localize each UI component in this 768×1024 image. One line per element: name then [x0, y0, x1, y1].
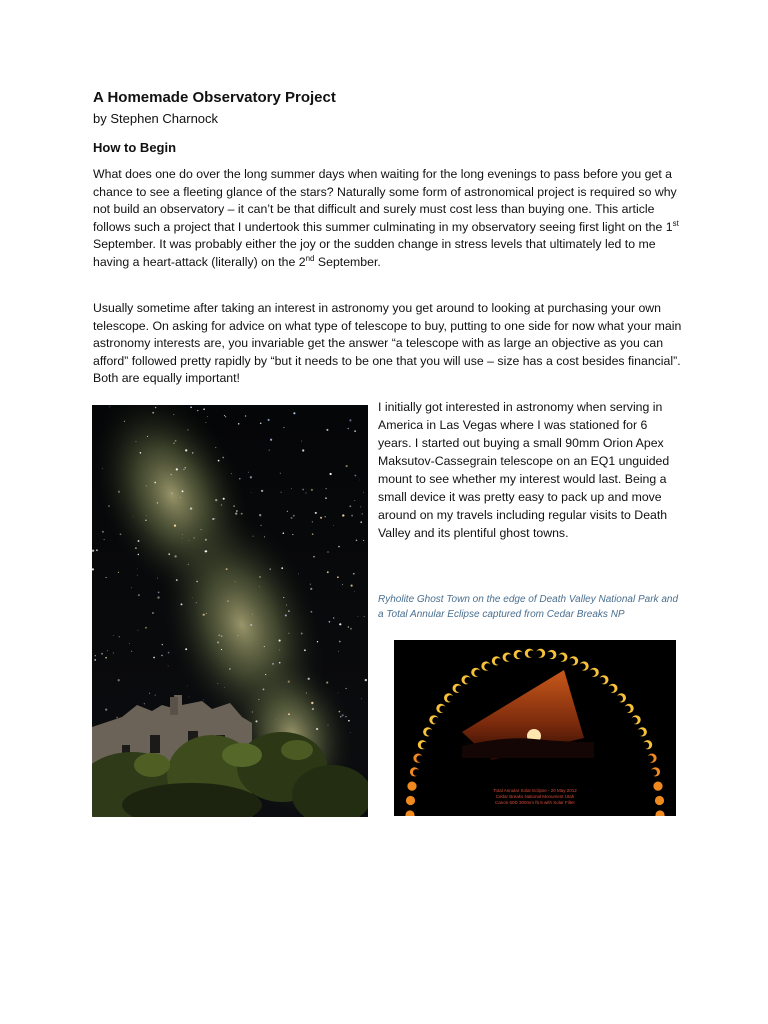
star	[301, 632, 303, 634]
star	[279, 662, 281, 664]
star	[251, 492, 252, 493]
star	[293, 412, 295, 414]
star	[161, 655, 162, 656]
moon-disc	[637, 729, 644, 736]
eclipse-sun-disc	[655, 796, 664, 805]
star	[312, 708, 314, 710]
star	[327, 571, 329, 573]
star	[354, 500, 355, 501]
star	[279, 650, 280, 651]
star	[252, 614, 253, 615]
moon-disc	[608, 686, 615, 693]
star	[146, 485, 147, 486]
star	[92, 550, 94, 552]
star	[291, 517, 293, 519]
star	[238, 635, 239, 636]
star	[281, 567, 283, 569]
star	[219, 635, 220, 636]
star	[183, 469, 184, 470]
star	[268, 419, 270, 421]
star	[192, 597, 193, 598]
star	[131, 587, 132, 588]
star	[218, 460, 220, 462]
star	[227, 600, 228, 601]
star	[197, 410, 198, 411]
star	[157, 578, 158, 579]
star	[224, 415, 225, 416]
star	[203, 700, 204, 701]
star	[157, 596, 159, 598]
moon-disc	[579, 663, 586, 670]
star	[325, 497, 327, 499]
star	[355, 475, 357, 477]
star	[118, 572, 119, 573]
star	[311, 489, 313, 491]
star	[226, 568, 228, 570]
star	[176, 468, 178, 470]
star	[170, 474, 171, 475]
moon-disc	[413, 769, 420, 776]
moon-disc	[426, 729, 433, 736]
star	[144, 703, 145, 704]
star	[302, 489, 304, 491]
star	[346, 465, 348, 467]
star	[174, 524, 176, 526]
star	[105, 709, 107, 711]
star	[365, 679, 367, 681]
article-byline: by Stephen Charnock	[93, 111, 219, 126]
star	[286, 605, 287, 606]
star	[180, 497, 181, 498]
moon-disc	[517, 652, 524, 659]
star	[328, 725, 329, 726]
star	[315, 512, 317, 514]
star	[205, 550, 207, 552]
star	[107, 650, 108, 651]
star	[339, 641, 341, 643]
star	[310, 588, 312, 590]
moon-disc	[474, 670, 481, 677]
star	[152, 412, 154, 414]
star	[363, 540, 364, 541]
star	[360, 506, 361, 507]
star	[176, 579, 178, 581]
star	[298, 573, 299, 574]
star	[285, 614, 287, 616]
star	[310, 584, 311, 585]
moon-disc	[421, 742, 428, 749]
star	[137, 575, 138, 576]
eclipse-caption-line-3: Canon 60D 300mm f5.6 with Solar Filter	[494, 800, 576, 805]
star	[351, 585, 353, 587]
star	[109, 406, 110, 407]
star	[326, 682, 328, 684]
star	[182, 538, 183, 539]
star	[154, 482, 156, 484]
star	[149, 693, 150, 694]
star	[146, 515, 147, 516]
moon-disc	[568, 658, 575, 665]
star	[342, 584, 343, 585]
annular-eclipse-photo	[394, 640, 676, 816]
star	[194, 537, 195, 538]
star	[96, 549, 98, 551]
star	[333, 525, 334, 526]
star	[157, 502, 158, 503]
moon-disc	[465, 677, 472, 684]
eclipse-sun-disc	[406, 796, 415, 805]
star	[250, 624, 252, 626]
star	[272, 663, 274, 665]
moon-disc	[535, 650, 542, 657]
star	[283, 597, 284, 598]
star	[190, 507, 192, 509]
star	[205, 539, 207, 541]
star	[312, 533, 314, 535]
star	[354, 591, 355, 592]
star	[171, 493, 172, 494]
star	[359, 480, 360, 481]
star	[339, 711, 341, 713]
paragraph-las-vegas: I initially got interested in astronomy when serving in America in Las Vegas where I was stationed for 6 years. I started out buying a small 90mm Orion Apex Maksutov-Cassegrain telescope on an EQ1 unguided mount to see whether my interest would last. Being a small device it was pretty easy to pack up and move around on my travels including regular visits to Death Valley and its plentiful ghost towns.	[378, 400, 670, 540]
star	[340, 716, 341, 717]
star	[265, 674, 266, 675]
star	[287, 511, 288, 512]
moon-disc	[650, 769, 657, 776]
star	[135, 441, 136, 442]
star	[342, 714, 344, 716]
star	[175, 440, 177, 442]
star	[133, 517, 134, 518]
moon-disc	[484, 663, 491, 670]
star	[119, 636, 120, 637]
star	[255, 720, 257, 722]
star	[155, 407, 156, 408]
moon-disc	[616, 695, 623, 702]
star	[168, 652, 170, 654]
star	[153, 657, 155, 659]
star	[348, 428, 349, 429]
moon-disc	[447, 695, 454, 702]
star	[218, 683, 219, 684]
star	[324, 516, 325, 517]
star	[264, 646, 265, 647]
star	[182, 490, 184, 492]
star	[138, 630, 139, 631]
star	[173, 414, 174, 415]
star	[147, 436, 148, 437]
star	[260, 525, 261, 526]
star	[345, 688, 346, 689]
star	[311, 611, 313, 613]
star	[173, 443, 174, 444]
star	[168, 553, 170, 555]
star	[292, 534, 293, 535]
star	[222, 457, 224, 459]
star	[252, 712, 253, 713]
star	[333, 617, 334, 618]
star	[196, 602, 197, 603]
star	[326, 429, 328, 431]
star	[308, 678, 310, 680]
star	[229, 668, 230, 669]
moon-disc	[647, 755, 654, 762]
eclipse-caption	[493, 788, 577, 805]
star	[158, 592, 160, 594]
star	[356, 540, 357, 541]
star	[174, 555, 176, 557]
star	[305, 492, 306, 493]
star	[212, 518, 214, 520]
star	[316, 728, 318, 730]
star	[187, 686, 188, 687]
star	[215, 447, 216, 448]
star	[259, 586, 260, 587]
moon-disc	[631, 717, 638, 724]
star	[190, 406, 192, 408]
star	[270, 439, 272, 441]
star	[124, 421, 125, 422]
paragraph-telescope-advice: Usually sometime after taking an interest in astronomy you get around to looking at purchasing your own telescope. On asking for advice on what type of telescope to buy, putting to one side for now what your main astronomy interests are, you invariable get the answer “a telescope with as large an objective as you can afford” followed pretty rapidly by “but it needs to be one that you will use – size has a cost besides financial”. Both are equally important!	[93, 301, 682, 386]
moon-disc	[599, 677, 606, 684]
star	[288, 680, 290, 682]
star	[138, 540, 140, 542]
star	[283, 532, 285, 534]
star	[168, 666, 169, 667]
star	[358, 616, 359, 617]
star	[205, 422, 206, 423]
star	[250, 476, 252, 478]
star	[361, 699, 362, 700]
star	[253, 536, 254, 537]
star	[238, 423, 240, 425]
star	[152, 612, 154, 614]
star	[138, 594, 140, 596]
star	[203, 614, 205, 616]
star	[345, 716, 346, 717]
star	[338, 546, 340, 548]
star	[264, 536, 265, 537]
star	[145, 627, 147, 629]
star	[221, 635, 223, 637]
star	[187, 429, 188, 430]
star	[281, 492, 282, 493]
star	[137, 569, 138, 570]
star	[131, 651, 132, 652]
star	[245, 415, 246, 416]
star	[283, 427, 284, 428]
star	[185, 449, 187, 451]
star	[269, 450, 270, 451]
star	[350, 732, 351, 733]
eclipse-sun-disc	[653, 782, 662, 791]
moon-disc	[558, 654, 565, 661]
star	[329, 473, 331, 475]
star	[348, 720, 350, 722]
star	[338, 651, 339, 652]
star	[217, 641, 219, 643]
moon-disc	[439, 706, 446, 713]
star	[188, 564, 189, 565]
star	[225, 416, 226, 417]
star	[353, 573, 355, 575]
star	[348, 626, 349, 627]
star	[215, 499, 217, 501]
star	[320, 517, 322, 519]
moon-disc	[624, 706, 631, 713]
star	[233, 505, 235, 507]
star	[223, 498, 225, 500]
eclipse-caption-line-2: Cedar Breaks National Monument Utah	[495, 794, 575, 799]
star	[108, 505, 109, 506]
moon-disc	[642, 742, 649, 749]
star	[201, 529, 202, 530]
star	[248, 472, 249, 473]
milky-way-ghost-town-photo	[92, 405, 368, 817]
star	[362, 513, 363, 514]
star	[329, 621, 331, 623]
star	[181, 603, 183, 605]
star	[304, 649, 306, 651]
star	[203, 408, 205, 410]
star	[184, 467, 186, 469]
star	[280, 473, 281, 474]
star	[189, 540, 190, 541]
star	[291, 488, 292, 489]
star	[337, 576, 339, 578]
star	[135, 547, 137, 549]
star	[313, 556, 315, 558]
star	[113, 652, 114, 653]
star	[293, 515, 295, 517]
star	[118, 679, 120, 681]
star	[312, 521, 313, 522]
star	[120, 533, 122, 535]
moon-disc	[547, 652, 554, 659]
star	[106, 577, 107, 578]
star	[102, 531, 104, 533]
star	[116, 717, 118, 719]
star	[102, 468, 103, 469]
star	[138, 554, 139, 555]
star	[351, 515, 353, 517]
star	[263, 689, 265, 691]
star	[350, 628, 352, 630]
star	[270, 568, 271, 569]
star	[214, 518, 215, 519]
star	[235, 513, 237, 515]
star	[326, 488, 327, 489]
star	[259, 514, 261, 516]
star	[317, 641, 318, 642]
star	[363, 492, 364, 493]
star	[207, 416, 208, 417]
star	[349, 419, 351, 421]
star	[354, 430, 356, 432]
star	[288, 713, 290, 715]
star	[301, 441, 302, 442]
moon-disc	[416, 755, 423, 762]
star	[349, 505, 351, 507]
star	[192, 452, 194, 454]
star	[104, 539, 105, 540]
moon-disc	[432, 717, 439, 724]
moon-disc	[506, 654, 513, 661]
star	[140, 452, 142, 454]
star	[338, 692, 339, 693]
star	[306, 693, 307, 694]
moon-disc	[495, 658, 502, 665]
star	[105, 657, 107, 659]
star	[288, 633, 289, 634]
star	[339, 623, 341, 625]
star	[260, 422, 262, 424]
star	[221, 504, 222, 505]
star	[288, 610, 290, 612]
star	[185, 648, 187, 650]
star	[241, 513, 243, 515]
star	[261, 490, 263, 492]
article-title: A Homemade Observatory Project	[93, 89, 336, 106]
moon-disc	[589, 670, 596, 677]
star	[239, 478, 240, 479]
star	[279, 640, 281, 642]
star	[221, 649, 222, 650]
star	[162, 644, 163, 645]
section-heading: How to Begin	[93, 140, 177, 155]
star	[182, 534, 183, 535]
star	[231, 473, 232, 474]
star	[196, 581, 197, 582]
star	[118, 491, 120, 493]
star	[236, 510, 238, 512]
star	[258, 699, 259, 700]
star	[360, 521, 362, 523]
eclipse-caption-line-1: Total Annular Solar Eclipse - 20 May 2012	[493, 788, 577, 793]
star	[206, 613, 207, 614]
eclipse-sun-disc	[407, 782, 416, 791]
star	[364, 616, 365, 617]
star	[311, 702, 313, 704]
star	[155, 695, 156, 696]
moon-disc	[528, 650, 535, 657]
star	[113, 635, 114, 636]
star	[259, 576, 261, 578]
star	[101, 653, 103, 655]
star	[129, 643, 130, 644]
moon-disc	[456, 686, 463, 693]
star	[189, 697, 190, 698]
star	[342, 514, 344, 516]
photo-caption: Ryholite Ghost Town on the edge of Death Valley National Park and a Total Annular Eclipse captured from Cedar Breaks NP	[378, 594, 678, 620]
star	[95, 655, 96, 656]
star	[145, 519, 147, 521]
star	[327, 551, 328, 552]
star	[94, 659, 96, 661]
star	[302, 449, 304, 451]
star	[235, 582, 236, 583]
paragraph-intro: What does one do over the long summer days when waiting for the long evenings to pass before you get a chance to see a fleeting glance of the stars? Naturally some form of astronomical project is required so why not build an observatory – it can’t be that difficult and surely must cost less than buying one. This article follows such a project that I undertook this summer culminating in my observatory seeing first light on the 1st September. It was probably either the joy or the sudden change in stress levels that ultimately led to me having a heart-attack (literally) on the 2nd September.	[93, 167, 679, 269]
star	[224, 687, 225, 688]
star	[276, 719, 277, 720]
